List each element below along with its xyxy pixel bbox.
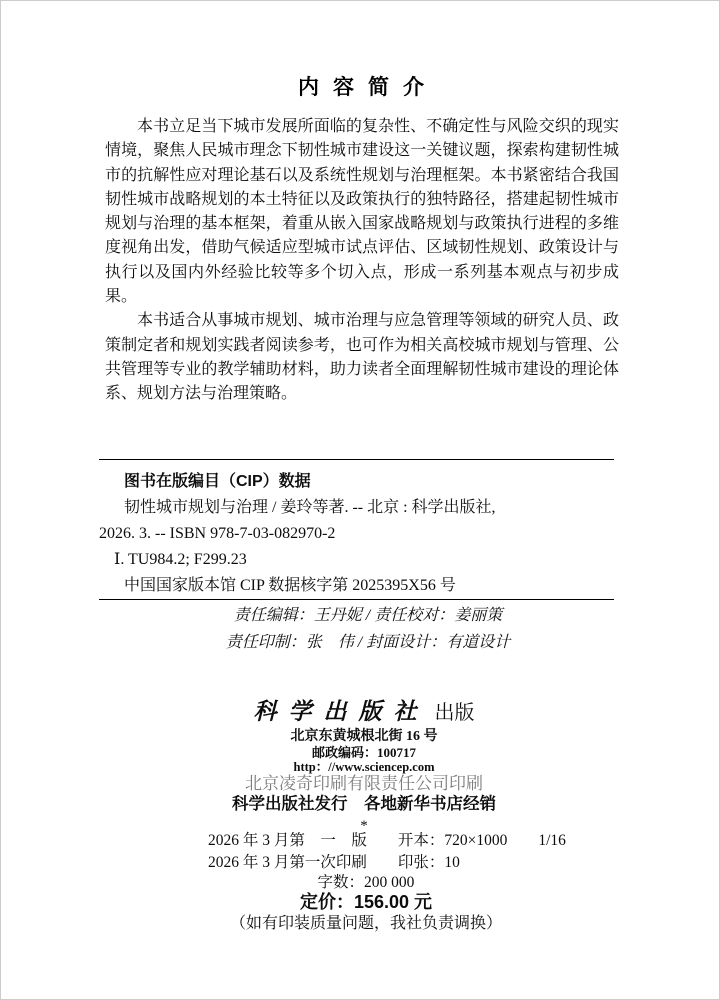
- price-line: 定价：156.00 元: [299, 892, 433, 912]
- publisher-logo: 科学出版社: [253, 699, 429, 724]
- word-count-line: 字数：200 000: [317, 874, 415, 891]
- intro-section: [105, 115, 619, 407]
- publisher-logo-line: [7, 698, 720, 728]
- printing-line: 2026 年 3 月第一次印刷 印张：10: [208, 854, 460, 871]
- cip-title-line: 韧性城市规划与治理 / 姜玲等著. -- 北京 : 科学出版社,: [124, 499, 496, 516]
- staff-design-line: 责任印制：张 伟 / 封面设计：有道设计: [225, 634, 511, 651]
- distribution-line: 科学出版社发行 各地新华书店经销: [232, 795, 496, 813]
- publisher-website: http：//www.sciencep.com: [293, 760, 435, 774]
- publisher-postcode: 邮政编码：100717: [311, 745, 416, 760]
- edition-line: 2026 年 3 月第 一 版 开本：720×1000 1/16: [208, 832, 566, 849]
- separator-asterisk: *: [360, 818, 368, 834]
- staff-credits: [1, 602, 720, 656]
- publisher-address: 北京东黄城根北街 16 号: [290, 729, 438, 744]
- cip-record-number-line: 中国国家版本馆 CIP 数据核字第 2025395X56 号: [124, 577, 456, 594]
- printer-line: 北京凌奇印刷有限责任公司印刷: [245, 774, 483, 793]
- cip-isbn-line: 2026. 3. -- ISBN 978-7-03-082970-2: [99, 525, 336, 542]
- cip-heading: 图书在版编目（CIP）数据: [124, 473, 311, 490]
- colophon-section: [1, 830, 720, 935]
- intro-paragraph: 本书立足当下城市发展所面临的复杂性、不确定性与风险交织的现实情境，聚焦人民城市理念下韧性城市建设这一关键议题，探索构建韧性城市的抗解性应对理论基石以及系统性规划与治理框架。本书紧密结合我国韧性城市战略规划的本土特征以及政策执行的独特路径，搭建起韧性城市规划与治理的基本框架，着重从嵌入国家战略规划与政策执行进程的多维度视角出发，借助气候适应型城市试点评估、区域韧性规划、政策设计与执行以及国内外经验比较等多个切入点，形成一系列基本观点与初步成果。: [105, 118, 619, 306]
- cip-classification-line: Ⅰ. TU984.2; F299.23: [114, 551, 247, 568]
- page-title: 内容简介: [298, 76, 438, 99]
- publisher-logo-suffix: 出版: [434, 702, 475, 724]
- quality-notice-line: （如有印装质量问题，我社负责调换）: [229, 915, 502, 932]
- cip-data-block: [99, 459, 614, 600]
- intro-paragraph: 本书适合从事城市规划、城市治理与应急管理等领域的研究人员、政策制定者和规划实践者阅读参考，也可作为相关高校城市规划与管理、公共管理等专业的教学辅助材料，助力读者全面理解韧性城市建设的理论体系、规划方法与治理策略。: [105, 312, 619, 403]
- staff-editors-line: 责任编辑：王丹妮 / 责任校对：姜丽策: [233, 607, 503, 624]
- publisher-section: [1, 698, 720, 834]
